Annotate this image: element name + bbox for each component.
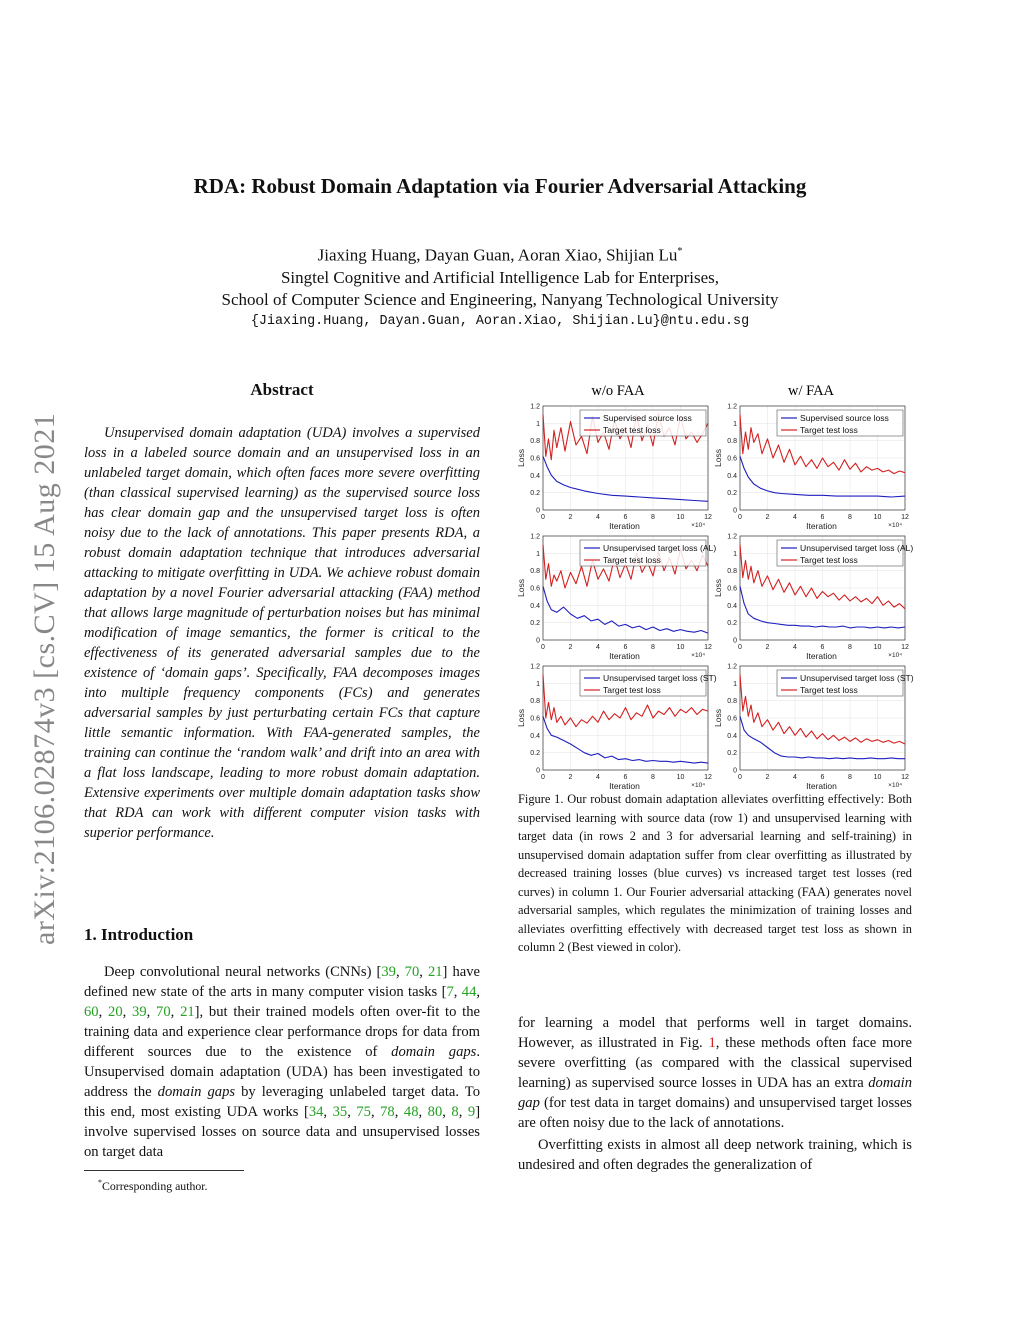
x-axis-label: Iteration: [609, 781, 640, 790]
x-tick-label: 0: [541, 774, 545, 781]
y-tick-label: 0: [733, 507, 737, 515]
legend-label: Unsupervised target loss (ST): [800, 673, 914, 683]
figure-1: [514, 378, 914, 790]
author-names: Jiaxing Huang, Dayan Guan, Aoran Xiao, Shijian Lu: [317, 245, 678, 265]
legend-label: Supervised source loss: [800, 413, 889, 423]
footnote: [84, 1178, 484, 1194]
y-tick-label: 1.2: [727, 403, 737, 411]
y-tick-label: 0.8: [727, 568, 737, 576]
right-text-run: for learning a model that performs well in target domains. However, as illustrated in Fig.: [518, 1015, 912, 1051]
x-tick-label: 12: [901, 774, 909, 781]
citation-link[interactable]: 39: [132, 1004, 147, 1020]
author-block: [0, 241, 1000, 333]
author-email: {Jiaxing.Huang, Dayan.Guan, Aoran.Xiao, Shijian.Lu}@ntu.edu.sg: [250, 313, 750, 329]
legend-label: Unsupervised target loss (AL): [603, 543, 717, 553]
y-tick-label: 0.4: [727, 732, 737, 740]
y-tick-label: 0.4: [727, 472, 737, 480]
legend-label: Unsupervised target loss (ST): [603, 673, 717, 683]
x-multiplier: ×10⁴: [888, 782, 902, 789]
y-tick-label: 1: [536, 420, 540, 428]
y-tick-label: 0.6: [530, 455, 540, 463]
author-mark: *: [677, 246, 683, 257]
x-tick-label: 8: [848, 514, 852, 521]
x-multiplier: ×10⁴: [691, 782, 705, 789]
y-tick-label: 0.8: [530, 698, 540, 706]
x-tick-label: 0: [541, 644, 545, 651]
right-column-text: [518, 1013, 912, 1175]
y-tick-label: 0.2: [530, 750, 540, 758]
right-emphasis: domain gap: [518, 1075, 912, 1111]
y-tick-label: 0.6: [530, 715, 540, 723]
y-tick-label: 0.8: [530, 568, 540, 576]
y-axis-label: Loss: [713, 709, 723, 727]
citation-link[interactable]: 70: [404, 964, 420, 980]
x-tick-label: 10: [873, 514, 882, 521]
citation-link[interactable]: 60: [84, 1004, 99, 1020]
legend-label: Target test loss: [800, 425, 858, 435]
x-tick-label: 12: [704, 774, 712, 781]
y-tick-label: 1.2: [727, 663, 737, 671]
y-tick-label: 1.2: [530, 403, 540, 411]
right-text-run: , these methods often face more severe overfitting (as compared with the classical supervised learning) as supervised source losses in UDA has an extra: [518, 1035, 913, 1091]
x-tick-label: 2: [765, 644, 770, 651]
x-tick-label: 10: [676, 644, 685, 651]
citation-link[interactable]: 70: [156, 1004, 171, 1020]
y-tick-label: 0.2: [727, 490, 737, 498]
y-tick-label: 0.4: [530, 732, 540, 740]
legend-label: Target test loss: [800, 555, 858, 565]
legend-label: Target test loss: [603, 425, 661, 435]
x-tick-label: 8: [651, 644, 655, 651]
x-tick-label: 10: [676, 774, 685, 781]
citation-link[interactable]: 48: [403, 1104, 419, 1120]
citation-link[interactable]: 75: [356, 1104, 371, 1120]
intro-heading: 1. Introduction: [84, 925, 194, 944]
right-paragraph-2: Overfitting exists in almost all deep network training, which is undesired and often degrades the generalization of: [518, 1137, 912, 1173]
x-multiplier: ×10⁴: [888, 652, 902, 659]
x-tick-label: 2: [568, 514, 573, 521]
x-tick-label: 4: [596, 514, 600, 521]
y-tick-label: 0: [536, 767, 540, 775]
y-tick-label: 0: [536, 507, 540, 515]
y-tick-label: 0.6: [727, 585, 737, 593]
x-tick-label: 12: [704, 644, 712, 651]
citation-link[interactable]: 80: [427, 1104, 443, 1120]
legend-label: Supervised source loss: [603, 413, 692, 423]
citation-link[interactable]: 35: [332, 1104, 348, 1120]
legend-label: Target test loss: [800, 685, 858, 695]
y-tick-label: 0.4: [530, 472, 540, 480]
x-tick-label: 0: [541, 514, 545, 521]
intro-emphasis: domain gaps: [157, 1084, 236, 1100]
paper-title: RDA: Robust Domain Adaptation via Fourier Adversarial Attacking: [193, 174, 807, 198]
right-paragraph-1: [518, 1013, 912, 1133]
y-tick-label: 0.6: [727, 715, 737, 723]
x-tick-label: 6: [820, 514, 825, 521]
y-tick-label: 1: [536, 680, 540, 688]
figure-col-title-w-faa: w/ FAA: [787, 383, 835, 399]
y-tick-label: 0.4: [727, 602, 737, 610]
citation-link[interactable]: 20: [108, 1004, 123, 1020]
affiliation-1: Singtel Cognitive and Artificial Intelligence Lab for Enterprises,: [280, 267, 720, 287]
y-tick-label: 0: [733, 637, 737, 645]
y-axis-label: Loss: [713, 579, 723, 597]
y-tick-label: 0.6: [530, 585, 540, 593]
intro-text: [84, 962, 480, 1162]
x-tick-label: 10: [873, 774, 882, 781]
x-tick-label: 6: [820, 644, 825, 651]
intro-text-run: ], but their trained models often over-fit to the training data and experience clear performance drops for data from different sources due to the existence of: [84, 1004, 481, 1060]
x-tick-label: 8: [651, 774, 655, 781]
citation-link[interactable]: 21: [180, 1004, 195, 1020]
x-tick-label: 4: [596, 644, 600, 651]
citation-link[interactable]: 78: [380, 1104, 395, 1120]
abstract-text: [84, 423, 480, 843]
y-tick-label: 1.2: [530, 663, 540, 671]
citation-link[interactable]: 9: [467, 1104, 476, 1120]
y-tick-label: 0.8: [727, 438, 737, 446]
intro-emphasis: domain gaps: [391, 1044, 477, 1060]
x-tick-label: 0: [738, 514, 742, 521]
legend-label: Target test loss: [603, 685, 661, 695]
y-tick-label: 0: [733, 767, 737, 775]
figure-ref-link[interactable]: 1: [708, 1035, 716, 1051]
intro-text-run: . Unsupervised domain adaptation (UDA) has been investigated to address the: [84, 1044, 480, 1100]
x-tick-label: 0: [738, 774, 742, 781]
y-tick-label: 1: [536, 550, 540, 558]
x-axis-label: Iteration: [609, 521, 640, 531]
x-tick-label: 2: [568, 644, 573, 651]
intro-text-run: Deep convolutional neural networks (CNNs) [: [104, 964, 382, 980]
abstract-paragraph: Unsupervised domain adaptation (UDA) involves a supervised loss in a labeled source domain and an unsupervised loss in an unlabeled target domain, which often faces more severe overfitting (than classical supervised learning) as the supervised source loss has clear domain gap and the unsupervised target loss is often noisy due to the lack of annotations. This paper presents RDA, a robust domain adaptation technique that introduces adversarial attacking to mitigate overfitting in UDA. We achieve robust domain adaptation by a novel Fourier adversarial attacking (FAA) method that allows large magnitude of perturbation noises but has minimal modification of image semantics, the former is critical to the effectiveness of its generated adversarial samples due to the existence of ‘domain gaps’. Specifically, FAA decomposes images into multiple frequency components (FCs) and generates adversarial samples by just perturbating certain FCs that capture little semantic information. With FAA-generated samples, the training can continue the ‘random walk’ and drift into an area with a flat loss landscape, leading to more robust domain adaptation. Extensive experiments over multiple domain adaptation tasks show that RDA can work with different computer vision tasks with superior performance.: [84, 425, 480, 841]
x-axis-label: Iteration: [806, 651, 837, 661]
intro-text-run: by leveraging unlabeled target data. To this end, most existing UDA works [: [84, 1084, 480, 1120]
y-tick-label: 0.6: [727, 455, 737, 463]
x-tick-label: 4: [793, 644, 797, 651]
x-axis-label: Iteration: [806, 781, 837, 790]
x-tick-label: 4: [793, 774, 797, 781]
y-tick-label: 0.8: [530, 438, 540, 446]
y-tick-label: 1: [733, 420, 737, 428]
x-tick-label: 8: [848, 774, 852, 781]
y-tick-label: 0.4: [530, 602, 540, 610]
y-tick-label: 0: [536, 637, 540, 645]
citation-link[interactable]: 39: [381, 964, 396, 980]
x-axis-label: Iteration: [806, 521, 837, 531]
y-tick-label: 1: [733, 680, 737, 688]
y-tick-label: 0.2: [530, 620, 540, 628]
x-tick-label: 12: [901, 644, 909, 651]
x-tick-label: 12: [901, 514, 909, 521]
citation-link[interactable]: 7: [446, 984, 454, 1000]
legend-label: Target test loss: [603, 555, 661, 565]
x-tick-label: 6: [623, 644, 628, 651]
y-axis-label: Loss: [516, 449, 526, 467]
intro-text-run: ] involve supervised losses on source data and unsupervised losses on target data: [84, 1104, 481, 1160]
x-tick-label: 6: [623, 774, 628, 781]
x-multiplier: ×10⁴: [691, 522, 705, 529]
arxiv-stamp: arXiv:2106.02874v3 [cs.CV] 15 Aug 2021: [28, 412, 61, 945]
x-axis-label: Iteration: [609, 651, 640, 661]
footnote-rule: [84, 1170, 244, 1171]
right-text-run: (for test data in target domains) and unsupervised target losses are often noisy due to the lack of annotations.: [518, 1095, 912, 1131]
citation-link[interactable]: 21: [427, 964, 443, 980]
citation-link[interactable]: 34: [308, 1104, 324, 1120]
x-tick-label: 8: [848, 644, 852, 651]
intro-paragraph: Deep convolutional neural networks (CNNs) [39, 70, 21] have defined new state of the arts in many computer vision tasks [7, 44, 60, 20, 39, 70, 21], but their trained models often over-fit to the training data and experience clear performance drops for data from different sources due to the existence of domain gaps. Unsupervised domain adaptation (UDA) has been investigated to address the domain gaps by leveraging unlabeled target data. To this end, most existing UDA works [34, 35, 75, 78, 48, 80, 8, 9] involve supervised losses on source data and unsupervised losses on target data: [84, 964, 481, 1160]
citation-link[interactable]: 44: [461, 984, 477, 1000]
x-tick-label: 4: [596, 774, 600, 781]
x-tick-label: 0: [738, 644, 742, 651]
y-axis-label: Loss: [516, 579, 526, 597]
y-tick-label: 1.2: [727, 533, 737, 541]
x-tick-label: 2: [568, 774, 573, 781]
x-tick-label: 12: [704, 514, 712, 521]
y-axis-label: Loss: [516, 709, 526, 727]
y-tick-label: 0.2: [727, 620, 737, 628]
y-tick-label: 0.2: [727, 750, 737, 758]
x-tick-label: 2: [765, 514, 770, 521]
x-multiplier: ×10⁴: [691, 652, 705, 659]
x-multiplier: ×10⁴: [888, 522, 902, 529]
figure-caption: Figure 1. Our robust domain adaptation alleviates overfitting effectively: Both supervised learning with source data (row 1) and unsupervised learning with target data (in rows 2 and 3 for adversarial learning and self-training) in unsupervised domain adaptation suffer from clear overfitting as illustrated by decreased training losses (blue curves) vs increased target test losses (red curves) in column 1. Our Fourier adversarial attacking (FAA) generates novel adversarial samples, which regulates the minimization of training losses and alleviates overfitting effectively with decreased target test loss as shown in column 2 (Best viewed in color).: [518, 792, 912, 954]
affiliation-2: School of Computer Science and Engineering, Nanyang Technological University: [221, 289, 779, 309]
citation-link[interactable]: 8: [451, 1104, 459, 1120]
y-tick-label: 0.8: [727, 698, 737, 706]
footnote-mark: *: [98, 1178, 102, 1187]
x-tick-label: 10: [873, 644, 882, 651]
y-tick-label: 0.2: [530, 490, 540, 498]
legend-label: Unsupervised target loss (AL): [800, 543, 914, 553]
x-tick-label: 4: [793, 514, 797, 521]
intro-text-run: ] have defined new state of the arts in many computer vision tasks [: [84, 964, 480, 1000]
footnote-text: Corresponding author.: [102, 1178, 208, 1193]
x-tick-label: 6: [623, 514, 628, 521]
x-tick-label: 10: [676, 514, 685, 521]
x-tick-label: 8: [651, 514, 655, 521]
x-tick-label: 6: [820, 774, 825, 781]
abstract-heading: Abstract: [250, 380, 314, 399]
x-tick-label: 2: [765, 774, 770, 781]
y-tick-label: 1.2: [530, 533, 540, 541]
y-axis-label: Loss: [713, 449, 723, 467]
y-tick-label: 1: [733, 550, 737, 558]
figure-col-title-wo-faa: w/o FAA: [591, 383, 645, 399]
